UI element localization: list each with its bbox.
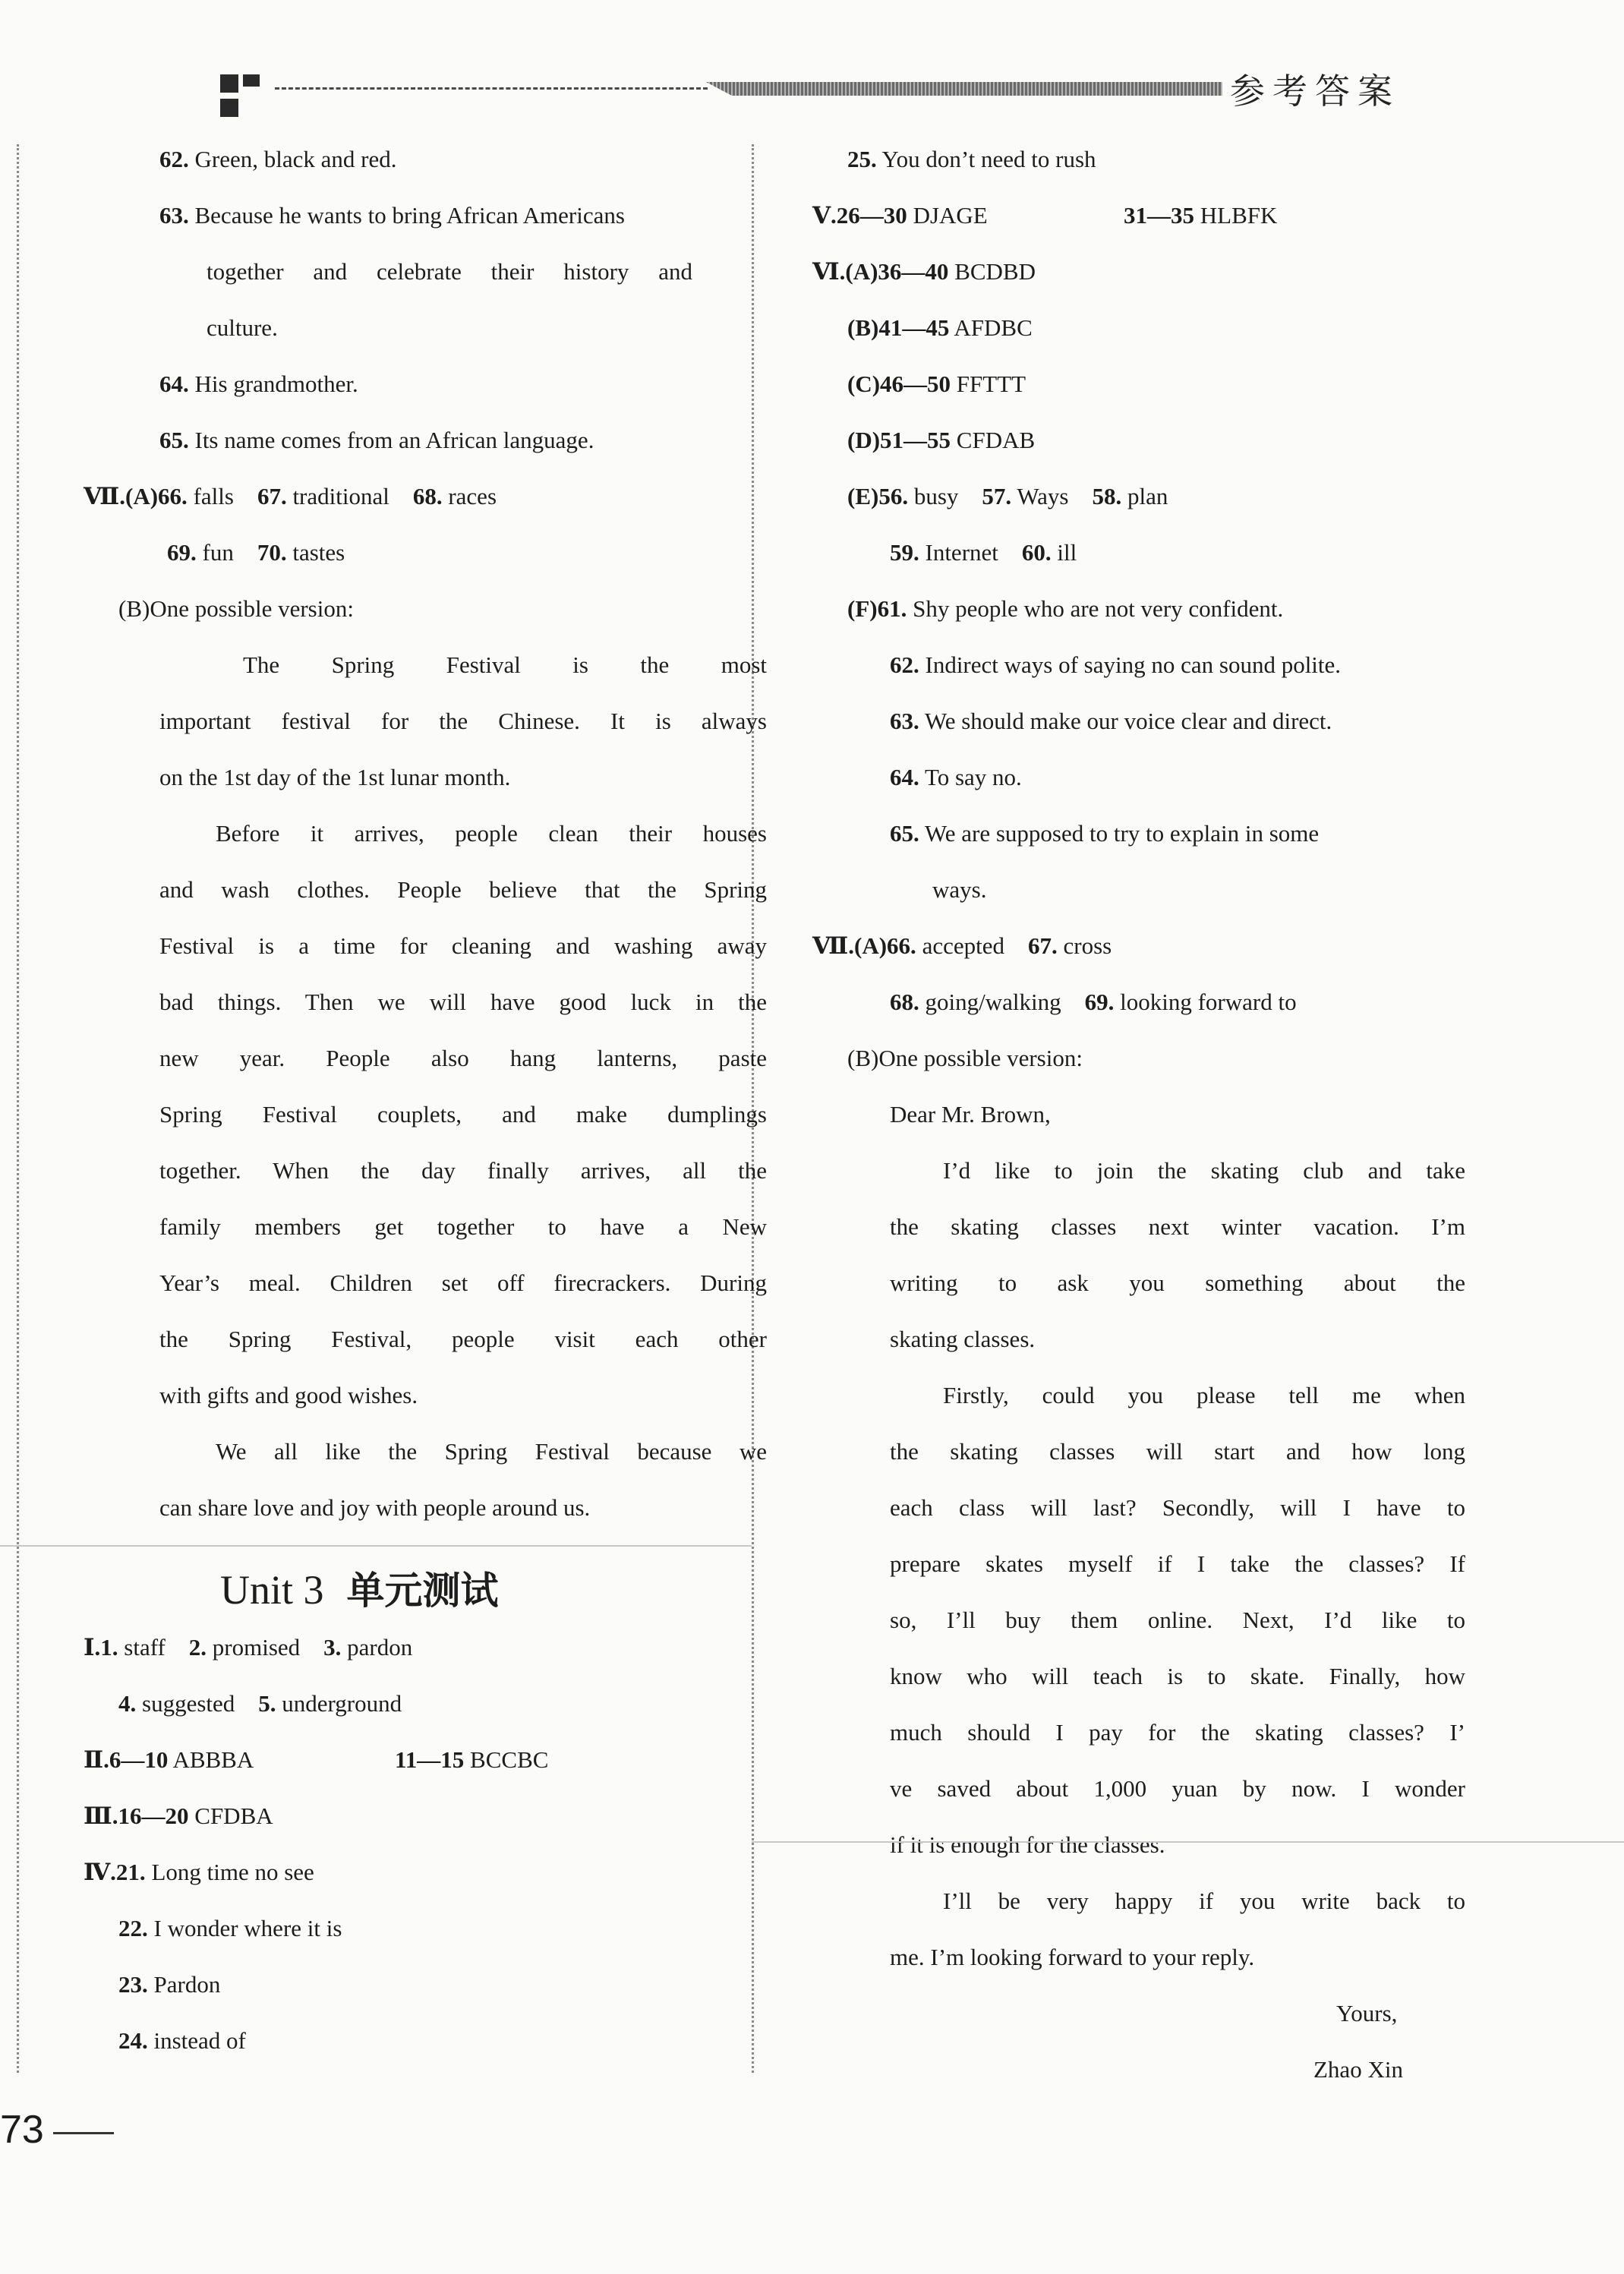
essay-line: on the 1st day of the 1st lunar month. xyxy=(159,764,511,790)
answer-line: 22. I wonder where it is xyxy=(118,1915,342,1941)
answer-line: (B)One possible version: xyxy=(118,595,354,622)
header-gradient-bar xyxy=(706,82,1222,96)
answer-line: 65. We are supposed to try to explain in some xyxy=(890,820,1320,847)
page-number-rule xyxy=(53,2132,114,2134)
left-margin-dotted-line xyxy=(17,144,19,2073)
answer-line: culture. xyxy=(207,314,278,341)
letter-line: know who will teach is to skate. Finally, how xyxy=(890,1663,1465,1689)
answer-line: (B)41—45 AFDBC xyxy=(847,314,1033,341)
letter-line: skating classes. xyxy=(890,1326,1036,1352)
letter-line: prepare skates myself if I take the classes? If xyxy=(890,1550,1465,1577)
answer-line: 68. going/walking 69. looking forward to xyxy=(890,989,1297,1015)
letter-line: so, I’ll buy them online. Next, I’d like to xyxy=(890,1607,1465,1633)
letter-line: Dear Mr. Brown, xyxy=(890,1101,1051,1128)
letter-line: writing to ask you something about the xyxy=(890,1269,1465,1296)
answer-line: (F)61. Shy people who are not very confident. xyxy=(847,595,1284,622)
answer-line: 69. fun 70. tastes xyxy=(167,539,345,566)
answer-line: 63. Because he wants to bring African Americans xyxy=(159,202,625,229)
header-dashed-rule xyxy=(275,87,708,90)
essay-line: the Spring Festival, people visit each other xyxy=(159,1326,767,1352)
page-header xyxy=(0,0,1624,129)
letter-line: the skating classes next winter vacation. I’m xyxy=(890,1213,1465,1240)
answer-line: 59. Internet 60. ill xyxy=(890,539,1077,566)
letter-line: the skating classes will start and how long xyxy=(890,1438,1465,1465)
essay-line: family members get together to have a New xyxy=(159,1213,767,1240)
answer-line: together and celebrate their history and xyxy=(207,258,692,285)
unit-heading-zh: 单元测试 xyxy=(346,1569,499,1613)
letter-line: each class will last? Secondly, will I have to xyxy=(890,1494,1465,1521)
answer-line: 24. instead of xyxy=(118,2027,246,2054)
letter-line: if it is enough for the classes. xyxy=(890,1831,1165,1858)
answer-line: Ⅴ.26—30 DJAGE xyxy=(812,202,988,229)
essay-line: Spring Festival couplets, and make dumplings xyxy=(159,1101,767,1128)
unit-heading xyxy=(220,1560,499,1615)
essay-line: can share love and joy with people around us. xyxy=(159,1494,591,1521)
essay-line: Year’s meal. Children set off firecrackers. During xyxy=(159,1269,767,1296)
answer-line: 62. Indirect ways of saying no can sound polite. xyxy=(890,651,1342,678)
letter-line: I’d like to join the skating club and take xyxy=(943,1157,1465,1184)
answer-line: Ⅶ.(A)66. accepted 67. cross xyxy=(812,932,1112,959)
essay-line: We all like the Spring Festival because we xyxy=(216,1438,767,1465)
answer-line: 31—35 HLBFK xyxy=(1124,202,1278,229)
answer-line: Ⅵ.(A)36—40 BCDBD xyxy=(812,258,1036,285)
section-divider xyxy=(0,1545,752,1547)
answer-line: Ⅶ.(A)66. falls 67. traditional 68. races xyxy=(84,483,497,509)
letter-signature: Zhao Xin xyxy=(1313,2056,1403,2083)
essay-line: and wash clothes. People believe that the Spring xyxy=(159,876,767,903)
answer-line: 11—15 BCCBC xyxy=(395,1746,549,1773)
answer-line: Ⅲ.16—20 CFDBA xyxy=(84,1802,273,1829)
answer-line: Ⅳ.21. Long time no see xyxy=(84,1859,314,1885)
section-divider xyxy=(752,1841,1624,1843)
answer-line: (B)One possible version: xyxy=(847,1045,1083,1071)
letter-line: much should I pay for the skating classes? I’ xyxy=(890,1719,1465,1746)
header-title: 参考答案 xyxy=(1230,71,1400,112)
answer-line: 65. Its name comes from an African language. xyxy=(159,427,594,453)
essay-line: The Spring Festival is the most xyxy=(243,651,767,678)
page-number: 73 xyxy=(0,2108,44,2152)
answer-line: 23. Pardon xyxy=(118,1971,221,1998)
answer-line: (E)56. busy 57. Ways 58. plan xyxy=(847,483,1168,509)
essay-line: new year. People also hang lanterns, paste xyxy=(159,1045,767,1071)
answer-line: ways. xyxy=(932,876,987,903)
header-logo-icon xyxy=(220,74,266,121)
essay-line: important festival for the Chinese. It is always xyxy=(159,708,767,734)
essay-line: together. When the day finally arrives, all the xyxy=(159,1157,767,1184)
answer-line: 64. To say no. xyxy=(890,764,1022,790)
answer-line: 62. Green, black and red. xyxy=(159,146,397,172)
answer-line: 4. suggested 5. underground xyxy=(118,1690,402,1717)
answer-line: Ⅱ.6—10 ABBBA xyxy=(84,1746,254,1773)
unit-heading-en: Unit 3 xyxy=(220,1567,324,1613)
essay-line: Before it arrives, people clean their houses xyxy=(216,820,767,847)
essay-line: with gifts and good wishes. xyxy=(159,1382,418,1408)
essay-line: bad things. Then we will have good luck in the xyxy=(159,989,767,1015)
answer-line: 64. His grandmother. xyxy=(159,371,358,397)
essay-line: Festival is a time for cleaning and washing away xyxy=(159,932,767,959)
answer-line: (C)46—50 FFTTT xyxy=(847,371,1026,397)
letter-line: I’ll be very happy if you write back to xyxy=(943,1888,1465,1914)
answer-line: Ⅰ.1. staff 2. promised 3. pardon xyxy=(84,1634,413,1661)
answer-line: (D)51—55 CFDAB xyxy=(847,427,1036,453)
letter-closing: Yours, xyxy=(1336,2000,1398,2026)
answer-line: 25. You don’t need to rush xyxy=(847,146,1096,172)
answer-line: 63. We should make our voice clear and direct. xyxy=(890,708,1332,734)
letter-line: Firstly, could you please tell me when xyxy=(943,1382,1465,1408)
letter-line: me. I’m looking forward to your reply. xyxy=(890,1944,1255,1970)
letter-line: ve saved about 1,000 yuan by now. I wonder xyxy=(890,1775,1465,1802)
